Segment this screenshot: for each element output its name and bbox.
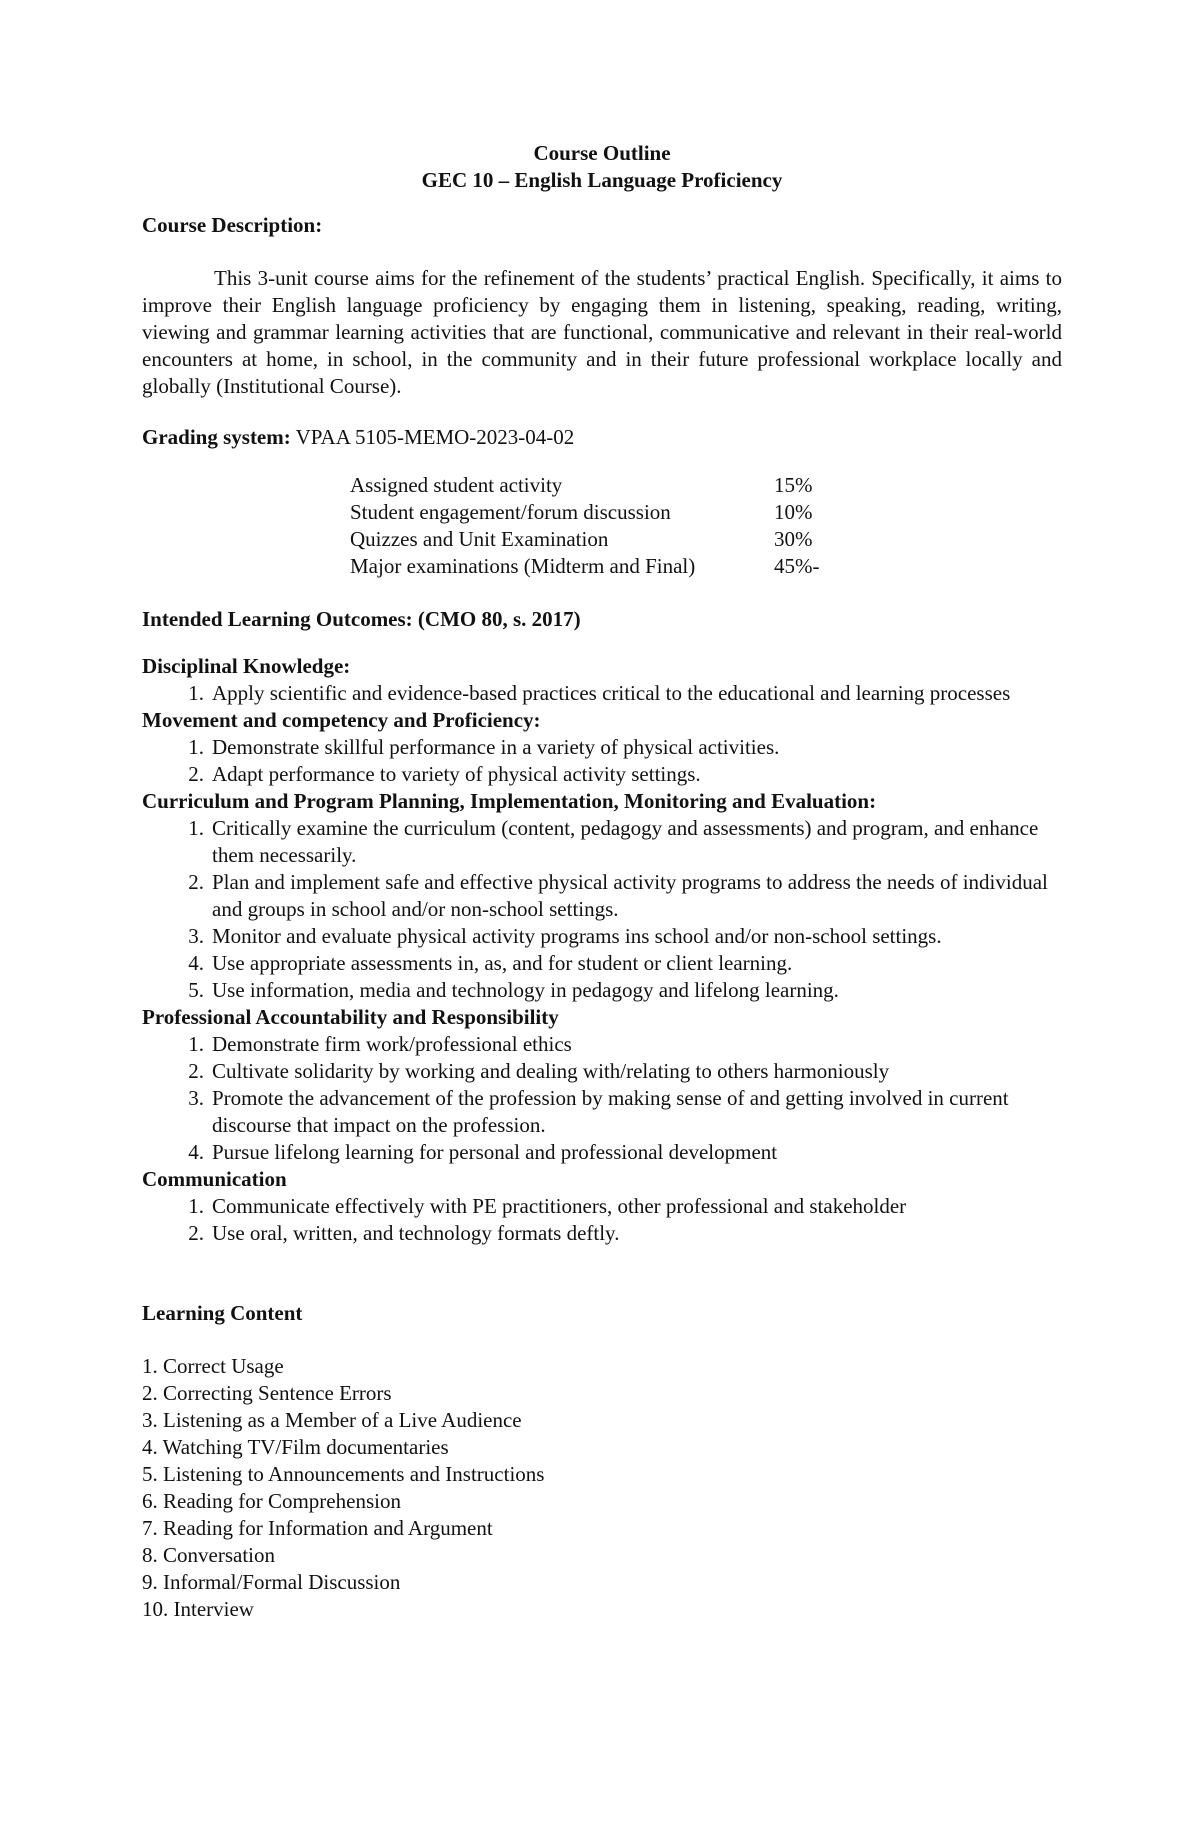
learning-content-item: 8. Conversation [142, 1543, 275, 1567]
list-item-number: 2. [188, 870, 204, 894]
grading-item: Assigned student activity [350, 473, 563, 497]
grading-item: Quizzes and Unit Examination [350, 527, 609, 551]
grading-weight: 30% [774, 527, 813, 551]
ilo-group-list [142, 734, 1062, 788]
list-item-number: 2. [188, 1221, 204, 1245]
list-item [142, 1058, 1062, 1085]
ilo-group-title: Professional Accountability and Responsibility [142, 1005, 559, 1029]
ilo-group-list [142, 680, 1062, 707]
list-item-number: 2. [188, 762, 204, 786]
list-item-number: 2. [188, 1059, 204, 1083]
list-item-number: 3. [188, 924, 204, 948]
grading-item: Major examinations (Midterm and Final) [350, 554, 696, 578]
grading-weight: 45%- [774, 554, 820, 578]
list-item [142, 1085, 1062, 1139]
grading-system-line [142, 424, 1062, 451]
list-item-number: 1. [188, 1194, 204, 1218]
list-item-text: Use appropriate assessments in, as, and for student or client learning. [212, 951, 793, 975]
list-item-text: Cultivate solidarity by working and dealing with/relating to others harmoniously [212, 1059, 890, 1083]
grading-weight: 15% [774, 473, 813, 497]
list-item-number: 3. [188, 1086, 204, 1110]
list-item [142, 977, 1062, 1004]
list-item [142, 1220, 1062, 1247]
list-item-text: Demonstrate skillful performance in a variety of physical activities. [212, 735, 780, 759]
learning-content-item: 9. Informal/Formal Discussion [142, 1570, 401, 1594]
list-item-number: 4. [188, 951, 204, 975]
learning-content-item: 1. Correct Usage [142, 1354, 284, 1378]
list-item [142, 734, 1062, 761]
grading-system-memo: VPAA 5105-MEMO-2023-04-02 [295, 425, 575, 449]
grading-row [350, 526, 820, 553]
learning-content-item: 5. Listening to Announcements and Instructions [142, 1462, 545, 1486]
list-item-text: Use information, media and technology in pedagogy and lifelong learning. [212, 978, 839, 1002]
ilo-group-title: Communication [142, 1167, 287, 1191]
ilo-group-list [142, 815, 1062, 1004]
list-item [142, 815, 1062, 869]
grading-weight: 10% [774, 500, 813, 524]
ilo-title: Intended Learning Outcomes: (CMO 80, s. 2017) [142, 607, 581, 631]
list-item-number: 5. [188, 978, 204, 1002]
grading-row [350, 553, 820, 580]
ilo-groups [142, 653, 1062, 1247]
learning-content-item: 6. Reading for Comprehension [142, 1489, 401, 1513]
list-item [142, 761, 1062, 788]
list-item-text: Use oral, written, and technology formats deftly. [212, 1221, 620, 1245]
document-title: Course Outline [533, 141, 671, 165]
grading-row [350, 499, 820, 526]
grading-system-label: Grading system: [142, 425, 291, 449]
ilo-group-list [142, 1031, 1062, 1166]
ilo-group-title: Movement and competency and Proficiency: [142, 708, 541, 732]
learning-content-item: 7. Reading for Information and Argument [142, 1516, 493, 1540]
list-item-text: Monitor and evaluate physical activity programs ins school and/or non-school settings. [212, 924, 942, 948]
list-item-number: 1. [188, 816, 204, 840]
list-item-number: 1. [188, 735, 204, 759]
list-item-number: 1. [188, 681, 204, 705]
list-item-text: Promote the advancement of the profession by making sense of and getting involved in current discourse that impact on the profession. [212, 1086, 1009, 1137]
list-item [142, 869, 1062, 923]
ilo-group-list [142, 1193, 1062, 1247]
list-item-text: Critically examine the curriculum (content, pedagogy and assessments) and program, and enhance them necessarily. [212, 816, 1039, 867]
document-page [142, 140, 1062, 1623]
course-description-text: This 3-unit course aims for the refinement of the students’ practical English. Specifically, it aims to improve their English language proficiency by engaging them in listening, speaking, reading, writing, viewing and grammar learning activities that are functional, communicative and relevant in their real-world encounters at home, in school, in the community and in their future professional workplace locally and globally (Institutional Course). [142, 266, 1062, 398]
list-item [142, 1139, 1062, 1166]
list-item-text: Communicate effectively with PE practitioners, other professional and stakeholder [212, 1194, 907, 1218]
document-subtitle: GEC 10 – English Language Proficiency [421, 168, 783, 192]
list-item [142, 1193, 1062, 1220]
list-item [142, 950, 1062, 977]
list-item [142, 1031, 1062, 1058]
list-item-text: Apply scientific and evidence-based practices critical to the educational and learning processes [212, 681, 1011, 705]
grading-table [350, 472, 820, 580]
learning-content-item: 3. Listening as a Member of a Live Audience [142, 1408, 522, 1432]
list-item-number: 1. [188, 1032, 204, 1056]
learning-content-title: Learning Content [142, 1301, 303, 1325]
document-header [142, 140, 1062, 194]
list-item-text: Adapt performance to variety of physical activity settings. [212, 762, 701, 786]
grading-item: Student engagement/forum discussion [350, 500, 671, 524]
list-item [142, 923, 1062, 950]
list-item-text: Plan and implement safe and effective physical activity programs to address the needs of individual and groups in school and/or non-school settings. [212, 870, 1048, 921]
grading-row [350, 472, 820, 499]
learning-content-list [142, 1353, 1062, 1623]
learning-content-item: 4. Watching TV/Film documentaries [142, 1435, 449, 1459]
course-description-label: Course Description: [142, 213, 323, 237]
list-item-number: 4. [188, 1140, 204, 1164]
ilo-group-title: Disciplinal Knowledge: [142, 654, 351, 678]
list-item [142, 680, 1062, 707]
ilo-group-title: Curriculum and Program Planning, Implementation, Monitoring and Evaluation: [142, 789, 877, 813]
learning-content-item: 10. Interview [142, 1597, 254, 1621]
list-item-text: Pursue lifelong learning for personal and professional development [212, 1140, 778, 1164]
list-item-text: Demonstrate firm work/professional ethics [212, 1032, 572, 1056]
learning-content-item: 2. Correcting Sentence Errors [142, 1381, 392, 1405]
